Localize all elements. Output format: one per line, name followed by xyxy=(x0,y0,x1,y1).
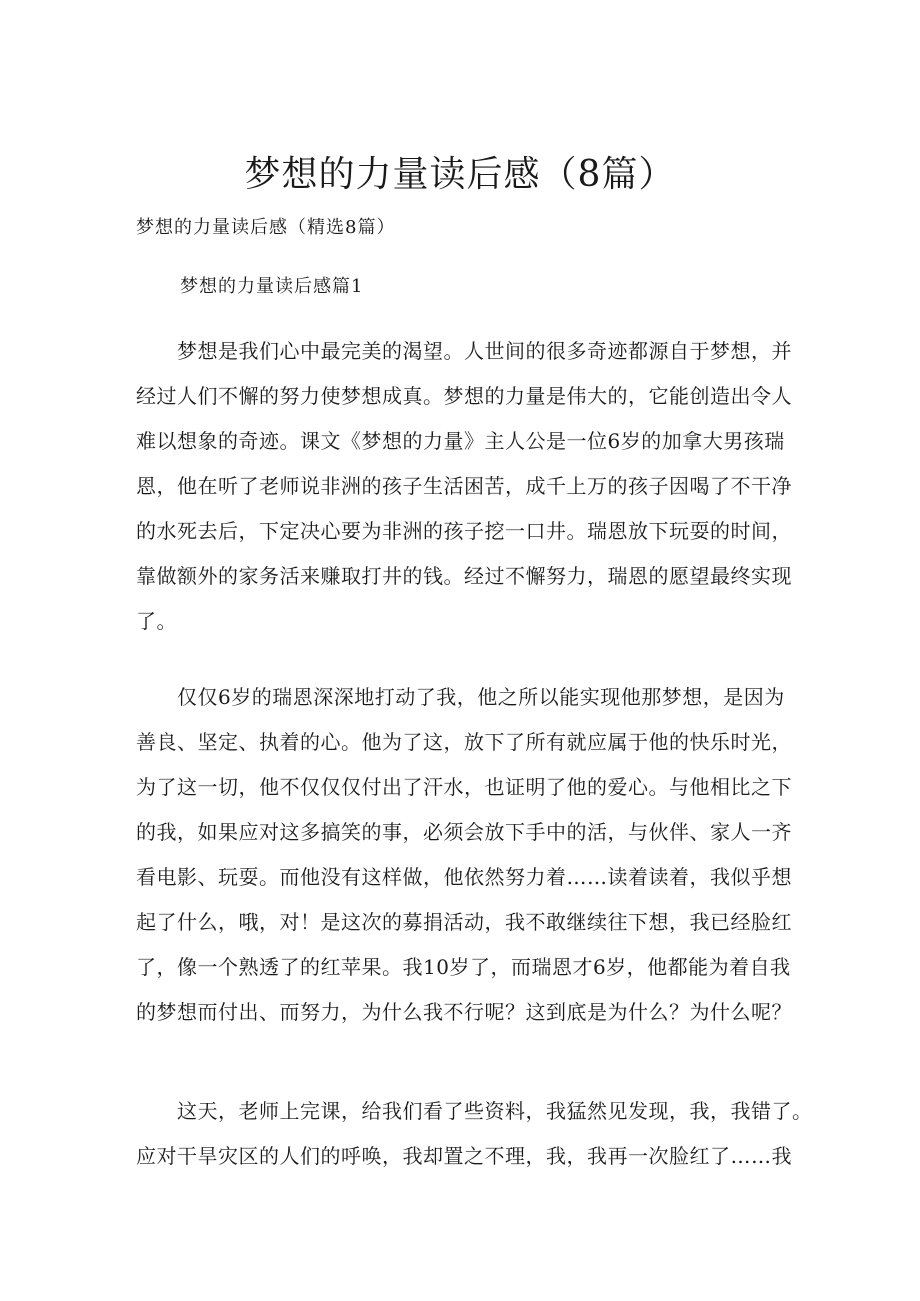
paragraph-line: 恩，他在听了老师说非洲的孩子生活困苦，成千上万的孩子因喝了不干净 xyxy=(136,474,792,498)
document-subtitle: 梦想的力量读后感（精选8篇） xyxy=(136,217,396,238)
paragraph-line: 起了什么，哦，对！是这次的募捐活动，我不敢继续往下想，我已经脸红 xyxy=(136,910,792,934)
paragraph-2 xyxy=(136,675,796,1035)
paragraph-line: 应对干旱灾区的人们的呼唤，我却置之不理，我，我再一次脸红了……我 xyxy=(136,1144,792,1168)
paragraph-line: 看电影、玩耍。而他没有这样做，他依然努力着……读着读着，我似乎想 xyxy=(136,865,792,889)
section-heading: 梦想的力量读后感篇1 xyxy=(180,276,364,297)
paragraph-line: 这天，老师上完课，给我们看了些资料，我猛然见发现，我，我错了。 xyxy=(136,1099,813,1123)
paragraph-line: 的梦想而付出、而努力，为什么我不行呢？这到底是为什么？为什么呢？ xyxy=(136,1000,792,1024)
paragraph-line: 善良、坚定、执着的心。他为了这，放下了所有就应属于他的快乐时光， xyxy=(136,730,792,754)
paragraph-line: 的水死去后，下定决心要为非洲的孩子挖一口井。瑞恩放下玩耍的时间， xyxy=(136,519,792,543)
paragraph-3 xyxy=(136,1089,813,1179)
paragraph-line: 的我，如果应对这多搞笑的事，必须会放下手中的活，与伙伴、家人一齐 xyxy=(136,820,792,844)
paragraph-line: 难以想象的奇迹。课文《梦想的力量》主人公是一位6岁的加拿大男孩瑞 xyxy=(136,429,785,453)
paragraph-1 xyxy=(136,329,796,644)
paragraph-line: 了。 xyxy=(136,609,177,633)
page-title: 梦想的力量读后感（8篇） xyxy=(244,154,676,195)
paragraph-line: 梦想是我们心中最完美的渴望。人世间的很多奇迹都源自于梦想，并 xyxy=(136,339,792,363)
paragraph-line: 仅仅6岁的瑞恩深深地打动了我，他之所以能实现他那梦想，是因为 xyxy=(136,685,785,709)
paragraph-line: 了，像一个熟透了的红苹果。我10岁了，而瑞恩才6岁，他都能为着自我 xyxy=(136,955,791,979)
paragraph-line: 为了这一切，他不仅仅仅付出了汗水，也证明了他的爱心。与他相比之下 xyxy=(136,775,792,799)
paragraph-line: 经过人们不懈的努力使梦想成真。梦想的力量是伟大的，它能创造出令人 xyxy=(136,384,792,408)
paragraph-line: 靠做额外的家务活来赚取打井的钱。经过不懈努力，瑞恩的愿望最终实现 xyxy=(136,564,792,588)
